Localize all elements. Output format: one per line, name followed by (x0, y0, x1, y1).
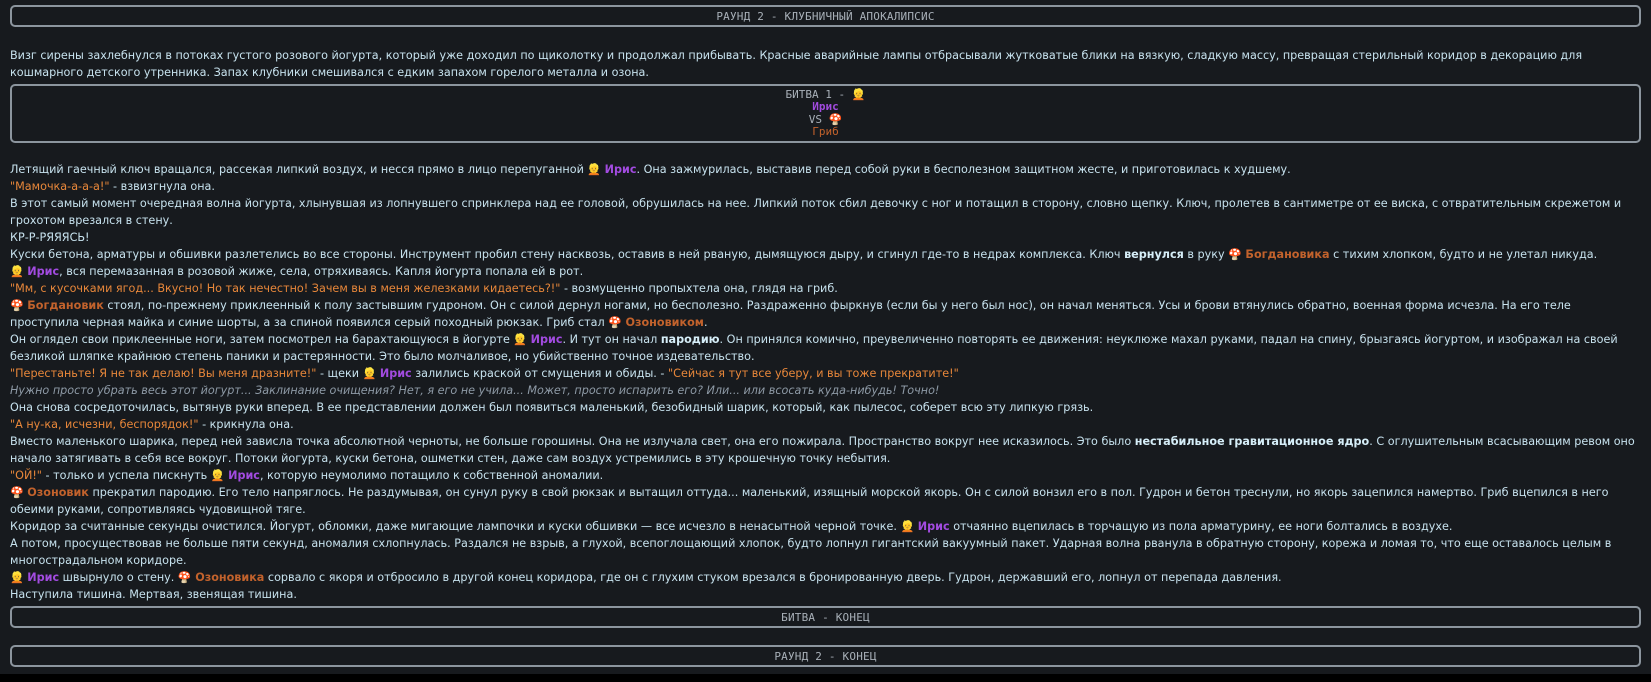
text-segment: - только и успела пискнуть (41, 469, 211, 482)
dialogue-quote: "Мм, с кусочками ягод... Вкусно! Но так нечестно! Зачем вы в меня железками кидаетесь?!" (10, 282, 561, 295)
iris-avatar-icon: 👱 (851, 87, 866, 101)
mushroom-icon: 🍄 (828, 112, 843, 126)
text-segment: . (703, 316, 708, 329)
text-segment: - щеки (316, 367, 363, 380)
text-segment: . С оглушительным всасывающим ревом оно начало затягивать в себя все вокруг. Потоки йогурта, куски бетона, ошметки стен, даже сам воздух устремились в эту крошечную точку небытия. (10, 435, 1635, 465)
iris-avatar-icon: 👱 (513, 333, 528, 346)
story-paragraph-2 (10, 178, 1641, 195)
round-end-banner (10, 645, 1641, 667)
text-segment: - крикнула она. (198, 418, 294, 431)
battle-title: БИТВА 1 - (785, 87, 852, 101)
story-paragraph-5 (10, 246, 1641, 263)
mushroom-icon: 🍄 (177, 571, 192, 584)
iris-avatar-icon: 👱 (900, 520, 915, 533)
text-segment: , вся перемазанная в розовой жиже, села, отряхиваясь. Капля йогурта попала ей в рот. (59, 265, 584, 278)
emphasis-text: нестабильное гравитационное ядро (1134, 435, 1370, 448)
story-paragraph-10 (10, 365, 1641, 382)
emphasis-text: вернулся (1124, 248, 1184, 261)
dialogue-quote: "Сейчас я тут все уберу, и вы тоже прекратите!" (668, 367, 959, 380)
character-name-iris: Ирис (27, 571, 60, 584)
text-segment: Вместо маленького шарика, перед ней зависла точка абсолютной черноты, не больше горошины. Она не излучала свет, она его пожирала. Пространство вокруг нее исказилось. Это было (10, 435, 1135, 448)
intro-paragraph: Визг сирены захлебнулся в потоках густого розового йогурта, который уже доходил по щиколотку и продолжал прибывать. Красные аварийные лампы отбрасывали жутковатые блики на вязкую, сладкую массу, превращая стерильный коридор в декорацию для кошмарного детского утренника. Запах клубники смешивался с едким запахом горелого металла и озона. (10, 49, 1583, 79)
text-segment: с тихим хлопком, будто и не улетал никуда. (1329, 248, 1598, 261)
text-segment: залились краской от смущения и обиды. - (411, 367, 669, 380)
character-name-iris: Ирис (228, 469, 260, 482)
iris-avatar-icon: 👱 (587, 163, 602, 176)
story-paragraph-19 (10, 569, 1641, 586)
vs-label: VS (808, 112, 829, 126)
story-paragraph-6 (10, 263, 1641, 280)
bottom-edge (0, 674, 1651, 682)
text-segment: . Он принялся комично, преувеличенно повторять ее движения: неуклюже махал руками, падал на спину, брызгаясь йогуртом, и изображал на своей безликой шляпке крайнюю степень паники и растерянности. Это было молчаливое, но убийственно точное издевательство. (10, 333, 1618, 363)
text-segment: - взвизгнула она. (109, 180, 215, 193)
character-name-iris: Ирис (604, 163, 637, 176)
text-segment: швырнуло о стену. (59, 571, 178, 584)
character-name-iris: Ирис (27, 265, 60, 278)
character-name-ozonovik: Озоновиком (625, 316, 704, 329)
battle-header (10, 84, 1641, 143)
dialogue-quote: "ОЙ!" (10, 469, 42, 482)
text-segment: Летящий гаечный ключ вращался, рассекая липкий воздух, и несся прямо в лицо перепуганной (10, 163, 588, 176)
story-paragraph-15 (10, 467, 1641, 484)
inner-thought: Нужно просто убрать весь этот йогурт... Заклинание очищения? Нет, я его не учила... Может, просто испарить его? Или... или всосать куда-нибудь! Точно! (10, 384, 940, 397)
story-paragraph-16 (10, 484, 1641, 518)
iris-avatar-icon: 👱 (362, 367, 377, 380)
iris-avatar-icon: 👱 (10, 265, 24, 278)
story-paragraph-9 (10, 331, 1641, 365)
text-segment: Коридор за считанные секунды очистился. Йогурт, обломки, даже мигающие лампочки и куски обшивки — все исчезло в ненасытной черной точке. (10, 520, 901, 533)
text-segment: стоял, по-прежнему приклеенный к полу застывшим гудроном. Он с силой дернул ногами, но бесполезно. Раздраженно фыркнув (если бы у него был нос), он начал меняться. Усы и брови втянулись обратно, военная форма исчезла. На его теле проступила черная майка и синие шорты, а за спиной появился серый походный рюкзак. Гриб стал (10, 299, 1571, 329)
dialogue-quote: "А ну-ка, исчезни, беспорядок!" (10, 418, 199, 431)
story-paragraph-1 (10, 161, 1641, 178)
character-name-ozonovik: Озоновик (27, 486, 89, 499)
iris-avatar-icon: 👱 (10, 571, 24, 584)
mushroom-icon: 🍄 (608, 316, 622, 329)
character-name-bogdanovik: Богдановик (27, 299, 104, 312)
dialogue-quote: "Перестаньте! Я не так делаю! Вы меня дразните!" (10, 367, 317, 380)
text-segment: Он оглядел свои приклеенные ноги, затем посмотрел на барахтающуюся в йогурте (10, 333, 514, 346)
round-title: РАУНД 2 - КЛУБНИЧНЫЙ АПОКАЛИПСИС (716, 9, 935, 23)
story-paragraph-12: Она снова сосредоточилась, вытянув руки вперед. В ее представлении должен был появиться маленький, безобидный шарик, который, как пылесос, соберет всю эту липкую грязь. (10, 401, 1094, 414)
story-paragraph-13 (10, 416, 1641, 433)
round-end-label: РАУНД 2 - КОНЕЦ (774, 649, 877, 663)
fighter-2-name: Гриб (812, 125, 839, 138)
story-paragraph-3: В этот самый момент очередная волна йогурта, хлынувшая из лопнувшего спринклера над ее головой, обрушилась на нее. Липкий поток сбил девочку с ног и потащил в сторону, словно щепку. Ключ, пролетев в сантиметре от ее виска, с отвратительным скрежетом и грохотом врезался в стену. (10, 197, 1622, 227)
text-segment: сорвало с якоря и отбросило в другой конец коридора, где он с глухим стуком врезался в бронированную дверь. Гудрон, державший его, лопнул от перепада давления. (264, 571, 1282, 584)
story-paragraph-4: КР-Р-РЯЯЯСЬ! (10, 231, 90, 244)
fighter-1-name: Ирис (812, 100, 839, 113)
text-segment: , которую неумолимо потащило к собственной аномалии. (259, 469, 604, 482)
iris-avatar-icon: 👱 (210, 469, 225, 482)
story-paragraph-8 (10, 297, 1641, 331)
character-name-bogdanovik: Богдановика (1245, 248, 1330, 261)
text-segment: в руку (1183, 248, 1229, 261)
story-paragraph-18: А потом, просуществовав не больше пяти секунд, аномалия схлопнулась. Раздался не взрыв, а глухой, всепоглощающий хлопок, будто лопнул гигантский вакуумный пакет. Ударная волна рванула в обратную сторону, корежа и ломая то, что еще оставалось целым в многострадальном коридоре. (10, 537, 1612, 567)
round-title-banner (10, 5, 1641, 27)
character-name-ozonovik: Озоновика (195, 571, 265, 584)
battle-end-label: БИТВА - КОНЕЦ (781, 610, 870, 624)
text-segment: Куски бетона, арматуры и обшивки разлетелись во все стороны. Инструмент пробил стену насквозь, оставив в ней рваную, дымящуюся дыру, и сгинул где-то в недрах комплекса. Ключ (10, 248, 1125, 261)
text-segment: - возмущенно пропыхтела она, глядя на гриб. (560, 282, 838, 295)
battle-end-banner (10, 606, 1641, 628)
emphasis-text: пародию (660, 333, 720, 346)
character-name-iris: Ирис (379, 367, 412, 380)
text-segment: прекратил пародию. Его тело напряглось. Не раздумывая, он сунул руку в свой рюкзак и вытащил оттуда... маленький, изящный морской якорь. Он с силой вонзил его в пол. Гудрон и бетон треснули, но якорь зацепился намертво. Гриб вцепился в него обеими руками, сопротивляясь чудовищной тяге. (10, 486, 1609, 516)
text-segment: . Она зажмурилась, выставив перед собой руки в бесполезном защитном жесте, и приготовилась к худшему. (636, 163, 1291, 176)
story-paragraph-14 (10, 433, 1641, 467)
battle-story (10, 161, 1641, 603)
character-name-iris: Ирис (530, 333, 563, 346)
mushroom-icon: 🍄 (10, 486, 24, 499)
text-segment: отчаянно вцепилась в торчащую из пола арматурину, ее ноги болтались в воздухе. (949, 520, 1453, 533)
mushroom-icon: 🍄 (10, 299, 24, 312)
mushroom-icon: 🍄 (1228, 248, 1242, 261)
story-paragraph-7 (10, 280, 1641, 297)
story-paragraph-17 (10, 518, 1641, 535)
text-segment: . И тут он начал (562, 333, 661, 346)
character-name-iris: Ирис (917, 520, 950, 533)
story-paragraph-20: Наступила тишина. Мертвая, звенящая тишина. (10, 588, 297, 601)
dialogue-quote: "Мамочка-а-а-а!" (10, 180, 110, 193)
